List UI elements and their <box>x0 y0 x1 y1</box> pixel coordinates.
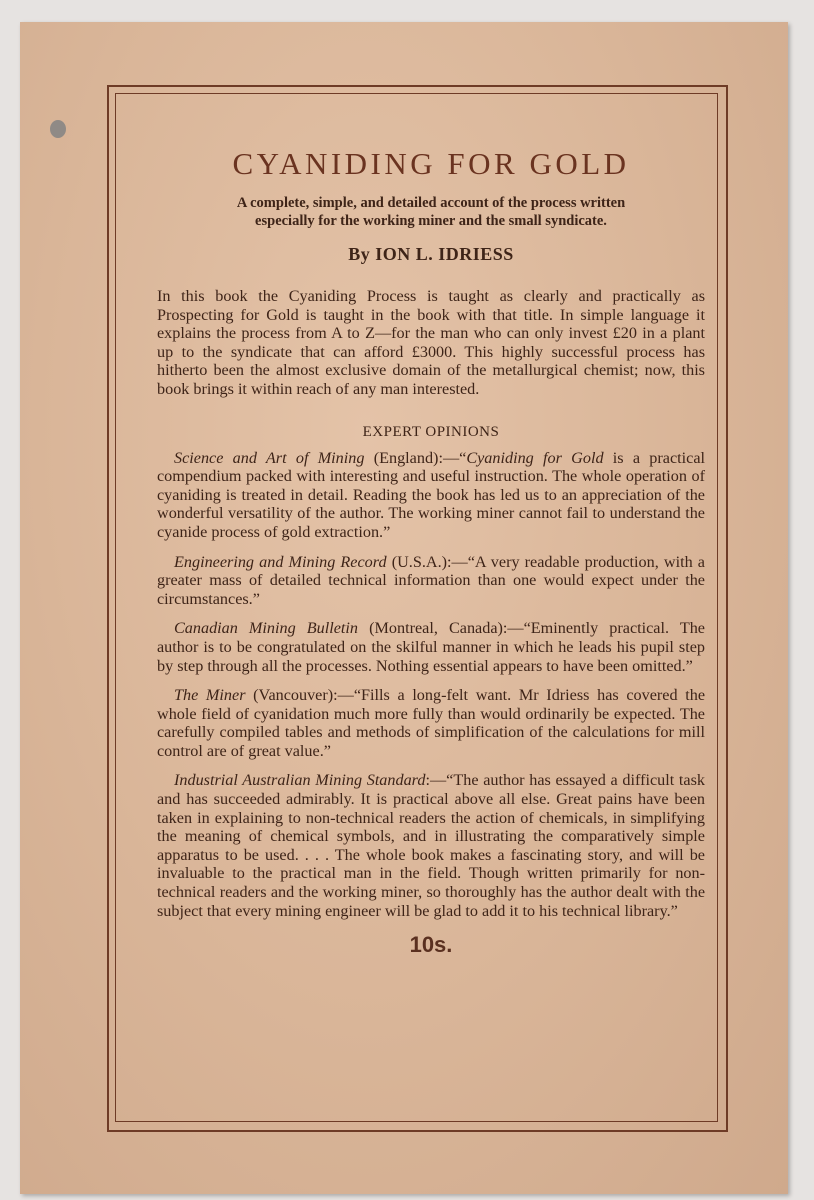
book-back-cover <box>20 22 788 1194</box>
subtitle-line: A complete, simple, and detailed account of the process written <box>236 195 626 211</box>
opinion-item <box>157 771 705 920</box>
opinion-source: Science and Art of Mining <box>174 448 365 467</box>
opinion-source: Engineering and Mining Record <box>174 552 387 571</box>
opinion-origin: (Montreal, Canada):— <box>358 619 524 638</box>
cover-text <box>157 122 705 958</box>
book-title: CYANIDING FOR GOLD <box>232 146 630 181</box>
opinion-origin: :— <box>425 771 447 790</box>
opinion-quote: “Fills a long-felt want. Mr Idriess has covered the whole field of cyanidation much more fully than would ordinarily be expected. The carefully compiled tables and methods of simplification of the calculations for mill control are of great value.” <box>157 686 706 760</box>
opinion-origin: (England):—“ <box>364 448 467 467</box>
punch-hole <box>50 120 66 138</box>
opinion-source: Canadian Mining Bulletin <box>174 619 359 638</box>
opinion-quote: “A very readable production, with a greater mass of detailed technical information than one would expect under the circumstances.” <box>157 552 705 608</box>
opinions-heading: EXPERT OPINIONS <box>362 423 500 440</box>
opinion-item <box>157 553 705 609</box>
opinion-source: Industrial Australian Mining Standard <box>174 771 426 790</box>
opinion-item <box>157 686 705 760</box>
opinion-item <box>157 619 705 675</box>
opinion-quote: is a practical compendium packed with interesting and useful instruction. The whole operation of cyaniding is treated in detail. Reading the book has led us to an appreciation of the wonderful versatility of the author. The working miner cannot fail to understand the cyanide process of gold extraction.” <box>157 448 705 541</box>
opinion-origin: (Vancouver):— <box>245 686 354 705</box>
opinion-quote: “Eminently practical. The author is to be congratulated on the skilful manner in which he leads his pupil step by step through all the processes. Nothing essential appears to have been omitted.” <box>157 619 705 675</box>
book-title-ref: Cyaniding for Gold <box>466 448 604 467</box>
opinion-origin: (U.S.A.):— <box>386 552 468 571</box>
price: 10s. <box>409 932 453 958</box>
opinion-item <box>157 449 705 542</box>
author-byline: By ION L. IDRIESS <box>348 244 514 264</box>
opinion-source: The Miner <box>174 686 246 705</box>
subtitle-line: especially for the working miner and the small syndicate. <box>255 213 607 229</box>
opinion-quote: “The author has essayed a difficult task and has succeeded admirably. It is practical above all else. Great pains have been taken in explaining to non-technical readers the action of chemicals, in simplifying the meaning of chemical symbols, and in illustrating the comparatively simple apparatus to be used. . . . The whole book makes a fascinating story, and will be invaluable to the practical man in the field. Though written primarily for non-technical readers and the working miner, so thoroughly has the author dealt with the subject that every mining engineer will be glad to add it to his technical library.” <box>157 771 705 920</box>
book-subtitle <box>157 194 705 230</box>
intro-paragraph: In this book the Cyaniding Process is taught as clearly and practically as Prospecting for Gold is taught in the book with that title. In simple language it explains the process from A to Z—for the man who can only invest £20 in a plant up to the syndicate that can afford £3000. This highly successful process has hitherto been the almost exclusive domain of the metallurgical chemist; now, this book brings it within reach of any man interested. <box>157 287 705 398</box>
